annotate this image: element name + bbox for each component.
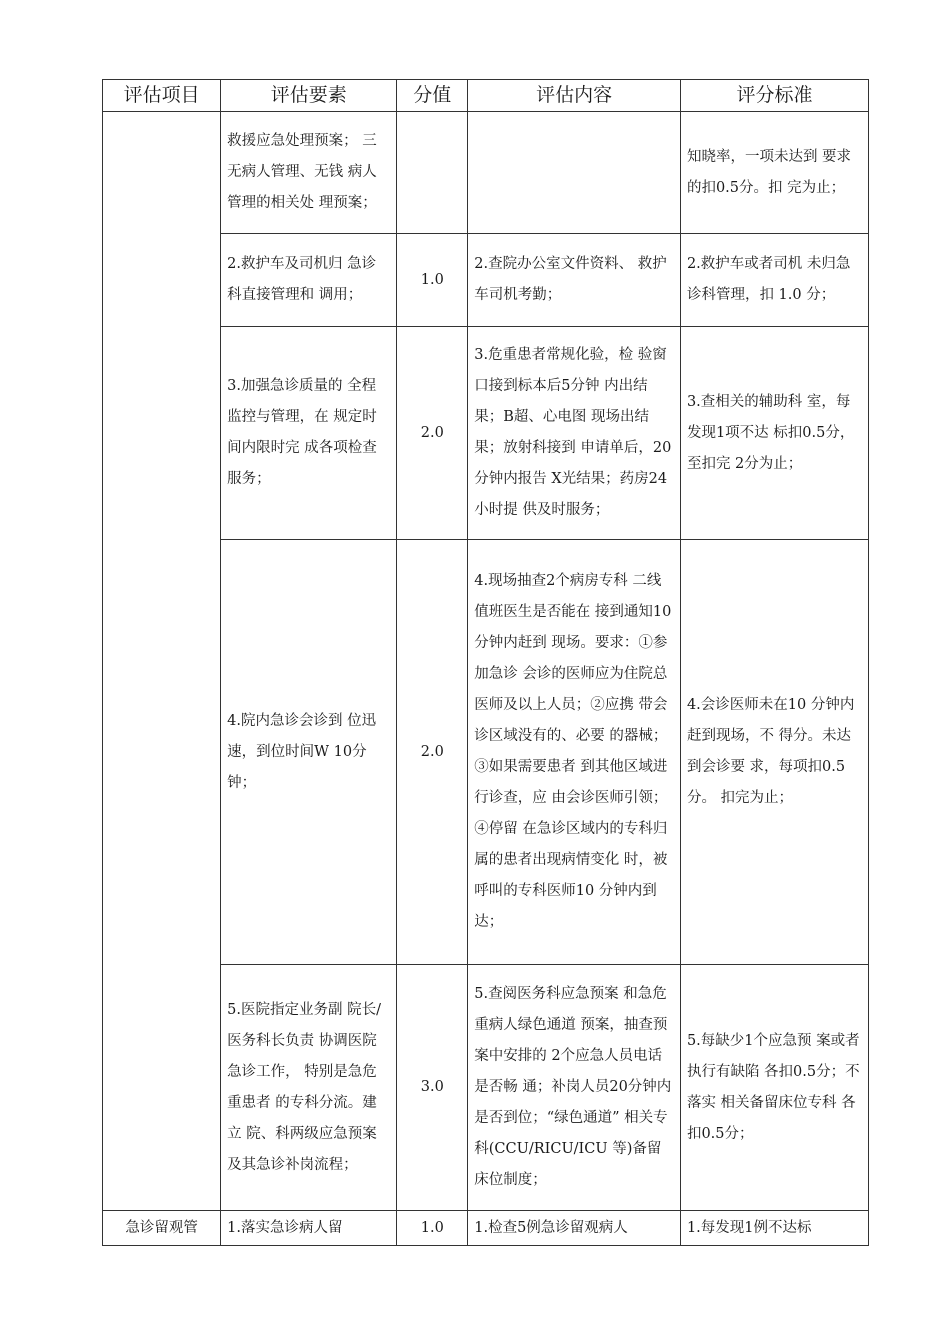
standard-cell: 4.会诊医师未在10 分钟内赶到现场，不 得分。未达到会诊要 求，每项扣0.5分。 扣完为止； — [680, 540, 868, 965]
content-cell: 1.检查5例急诊留观病人 — [468, 1211, 681, 1246]
element-cell: 救援应急处理预案； 三无病人管理、无钱 病人管理的相关处 理预案； — [221, 112, 397, 234]
score-cell: 1.0 — [397, 234, 468, 327]
score-cell: 2.0 — [397, 540, 468, 965]
content-cell: 5.查阅医务科应急预案 和急危重病人绿色通道 预案，抽查预案中安排的 2个应急人员电话是否畅 通；补岗人员20分钟内 是否到位；“绿色通道” 相关专科(CCU/RICU/ICU 等)备留床位制度； — [468, 965, 681, 1211]
standard-cell: 5.每缺少1个应急预 案或者执行有缺陷 各扣0.5分；不落实 相关备留床位专科 各扣0.5分； — [680, 965, 868, 1211]
header-standard: 评分标准 — [680, 80, 868, 112]
content-cell: 3.危重患者常规化验，检 验窗口接到标本后5分钟 内出结果；B超、心电图 现场出结果；放射科接到 申请单后，20分钟内报告 X光结果；药房24小时提 供及时服务； — [468, 327, 681, 540]
standard-cell: 2.救护车或者司机 未归急诊科管理，扣 1.0 分； — [680, 234, 868, 327]
element-cell: 1.落实急诊病人留 — [221, 1211, 397, 1246]
content-cell: 4.现场抽查2个病房专科 二线值班医生是否能在 接到通知10分钟内赶到 现场。要求：①参加急诊 会诊的医师应为住院总 医师及以上人员；②应携 带会诊区域没有的、必要 的器械；③如果需要患者 到其他区域进行诊查，应 由会诊医师引领；④停留 在急诊区域内的专科归属的患者出现病情变化 时，被呼叫的专科医师10 分钟内到达； — [468, 540, 681, 965]
score-cell: 1.0 — [397, 1211, 468, 1246]
evaluation-table — [102, 79, 869, 1246]
element-cell: 2.救护车及司机归 急诊科直接管理和 调用； — [221, 234, 397, 327]
standard-cell: 3.查相关的辅助科 室，每发现1项不达 标扣0.5分，至扣完 2分为止； — [680, 327, 868, 540]
table-row — [103, 112, 869, 234]
content-cell — [468, 112, 681, 234]
header-row — [103, 80, 869, 112]
element-cell: 3.加强急诊质量的 全程监控与管理，在 规定时间内限时完 成各项检查服务； — [221, 327, 397, 540]
header-element: 评估要素 — [221, 80, 397, 112]
item-cell: 急诊留观管 — [103, 1211, 221, 1246]
header-content: 评估内容 — [468, 80, 681, 112]
table-row — [103, 1211, 869, 1246]
element-cell: 4.院内急诊会诊到 位迅速，到位时间W 10分钟； — [221, 540, 397, 965]
header-score: 分值 — [397, 80, 468, 112]
standard-cell: 知晓率，一项未达到 要求的扣0.5分。扣 完为止； — [680, 112, 868, 234]
score-cell: 3.0 — [397, 965, 468, 1211]
score-cell: 2.0 — [397, 327, 468, 540]
element-cell: 5.医院指定业务副 院长/医务科长负责 协调医院急诊工作， 特别是急危重患者 的专科分流。建立 院、科两级应急预案 及其急诊补岗流程； — [221, 965, 397, 1211]
item-cell — [103, 112, 221, 1211]
standard-cell: 1.每发现1例不达标 — [680, 1211, 868, 1246]
score-cell — [397, 112, 468, 234]
content-cell: 2.查院办公室文件资料、 救护车司机考勤； — [468, 234, 681, 327]
header-item: 评估项目 — [103, 80, 221, 112]
